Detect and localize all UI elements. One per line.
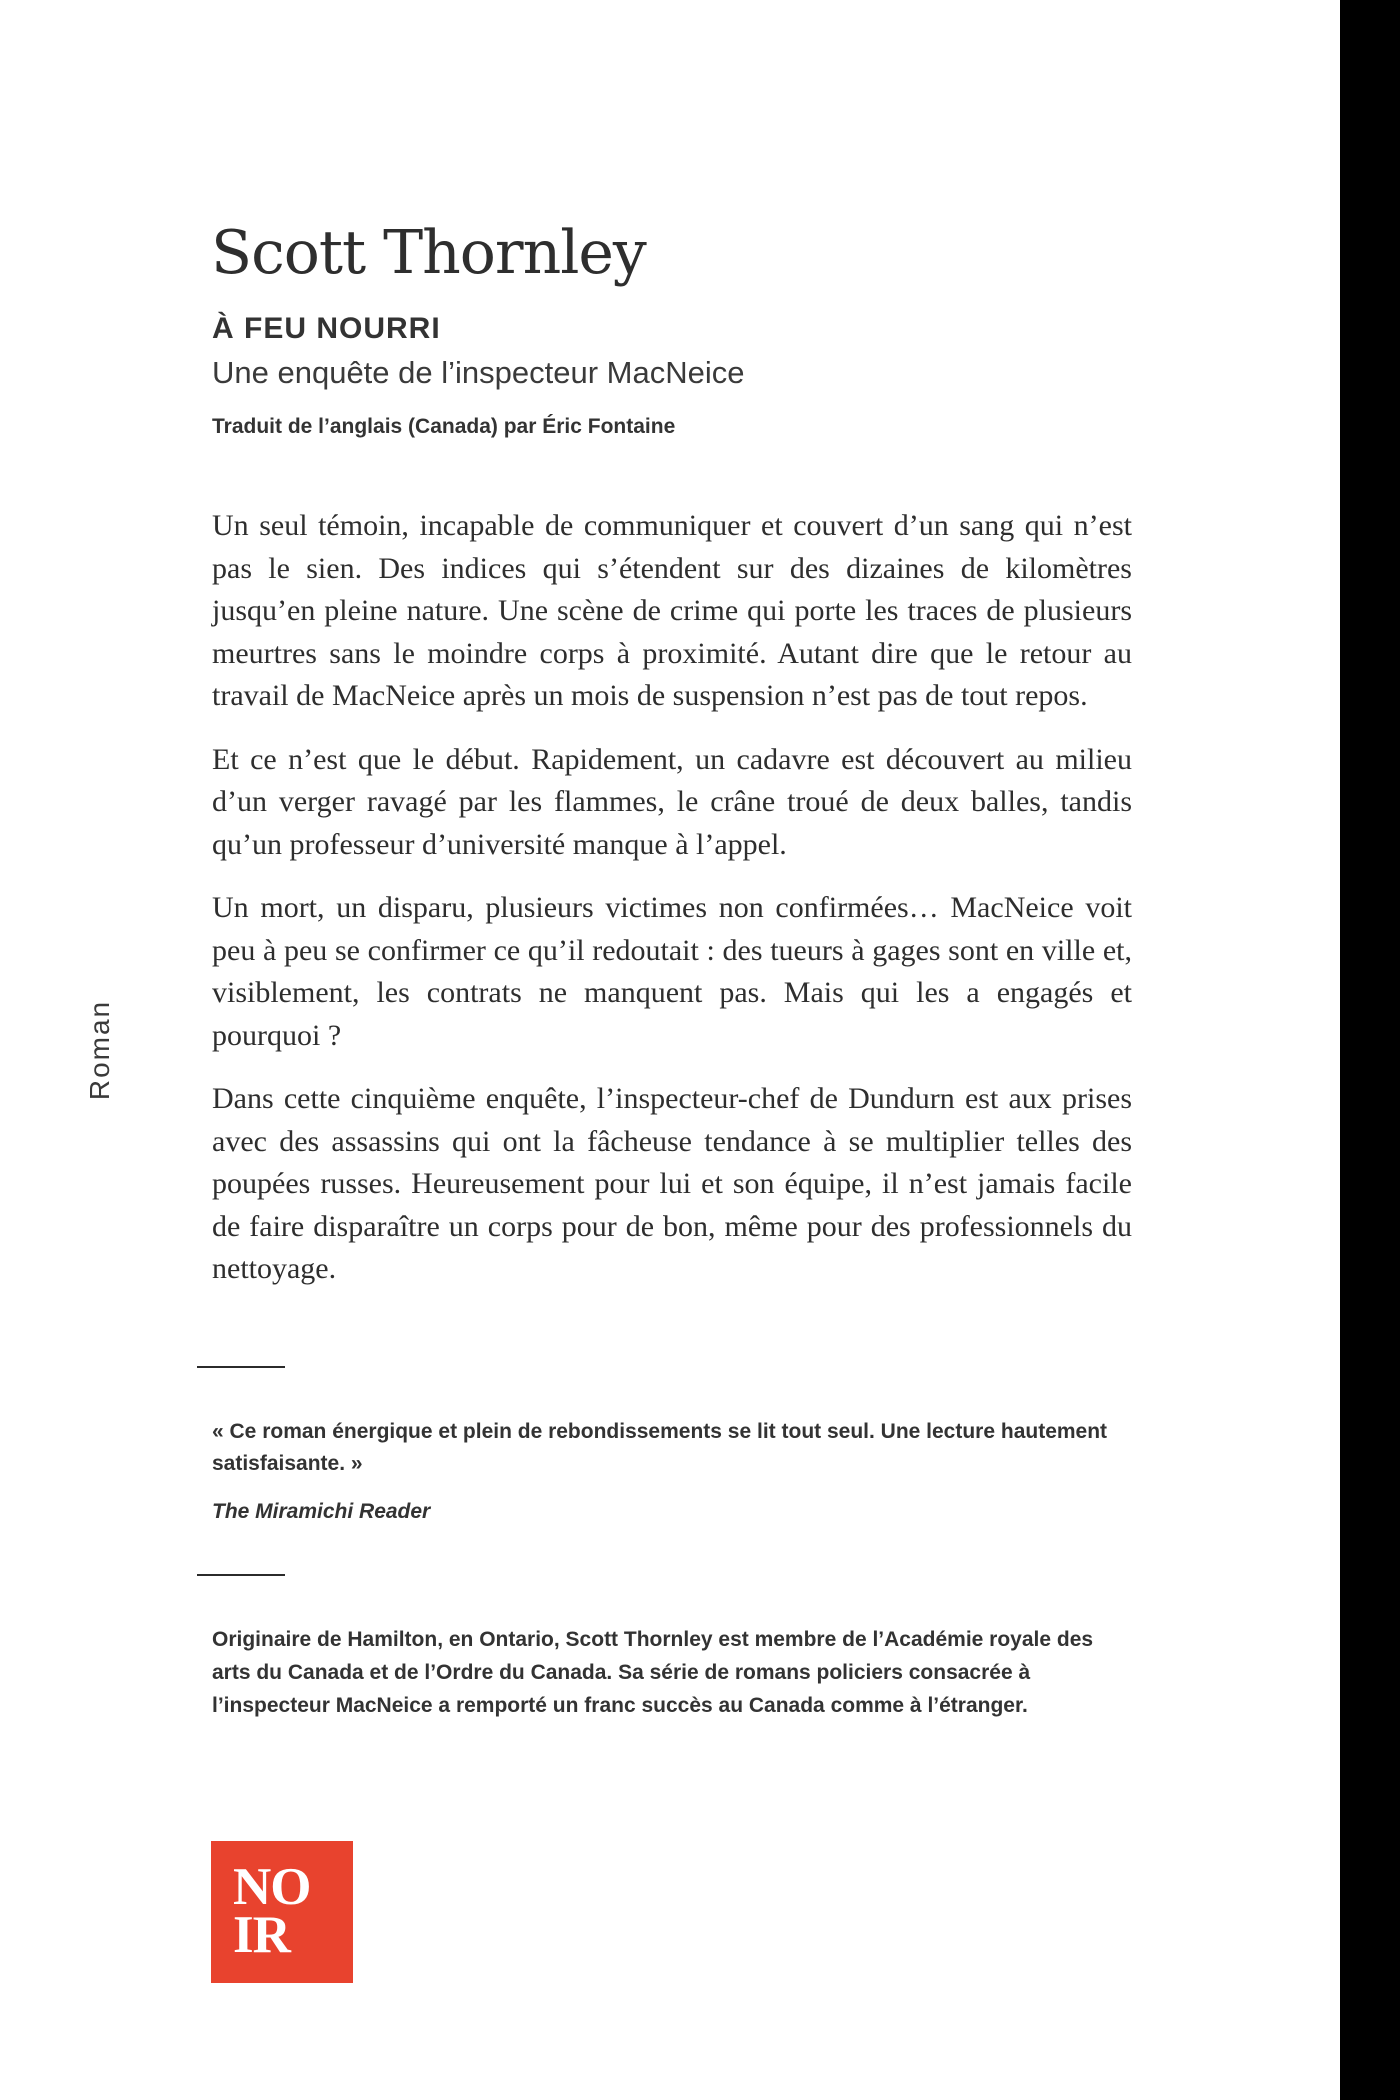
synopsis-paragraph: Dans cette cinquième enquête, l’inspecteur-chef de Dundurn est aux prises avec des assassins qui ont la fâcheuse tendance à se multiplier telles des poupées russes. Heureusement pour lui et son équipe, il n’est jamais facile de faire disparaître un corps pour de bon, même pour des professionnels du nettoyage.	[212, 1082, 1132, 1285]
author-bio: Originaire de Hamilton, en Ontario, Scott Thornley est membre de l’Académie royale des arts du Canada et de l’Ordre du Canada. Sa série de romans policiers consacrée à l’inspecteur MacNeice a remporté un franc succès au Canada comme à l’étranger.	[212, 1628, 1094, 1717]
spine-edge	[1340, 0, 1400, 2100]
review-source: The Miramichi Reader	[212, 1500, 431, 1523]
review-quote: « Ce roman énergique et plein de rebondissements se lit tout seul. Une lecture hautement satisfaisante. »	[212, 1420, 1108, 1475]
synopsis-paragraph: Et ce n’est que le début. Rapidement, un cadavre est découvert au milieu d’un verger ravagé par les flammes, le crâne troué de deux balles, tandis qu’un professeur d’université manque à l’appel.	[212, 742, 1132, 861]
publisher-logo	[211, 1841, 353, 1983]
book-title: À FEU NOURRI	[212, 312, 441, 345]
logo-line: NO	[233, 1858, 311, 1916]
author-name: Scott Thornley	[211, 218, 646, 288]
divider-rule	[197, 1366, 285, 1368]
synopsis-paragraph: Un mort, un disparu, plusieurs victimes non confirmées… MacNeice voit peu à peu se confirmer ce qu’il redoutait : des tueurs à gages sont en ville et, visiblement, les contrats ne manquent pas. Mais qui les a engagés et pourquoi ?	[212, 891, 1132, 1052]
logo-line: IR	[233, 1906, 290, 1964]
book-subtitle: Une enquête de l’inspecteur MacNeice	[212, 355, 745, 390]
translator-credit: Traduit de l’anglais (Canada) par Éric Fontaine	[212, 415, 676, 438]
synopsis-paragraph: Un seul témoin, incapable de communiquer et couvert d’un sang qui n’est pas le sien. Des indices qui s’étendent sur des dizaines de kilomètres jusqu’en pleine nature. Une scène de crime qui porte les traces de plusieurs meurtres sans le moindre corps à proximité. Autant dire que le retour au travail de MacNeice après un mois de suspension n’est pas de tout repos.	[212, 509, 1132, 712]
divider-rule	[197, 1574, 285, 1576]
synopsis	[212, 505, 1132, 1312]
genre-label: Roman	[84, 999, 115, 1101]
